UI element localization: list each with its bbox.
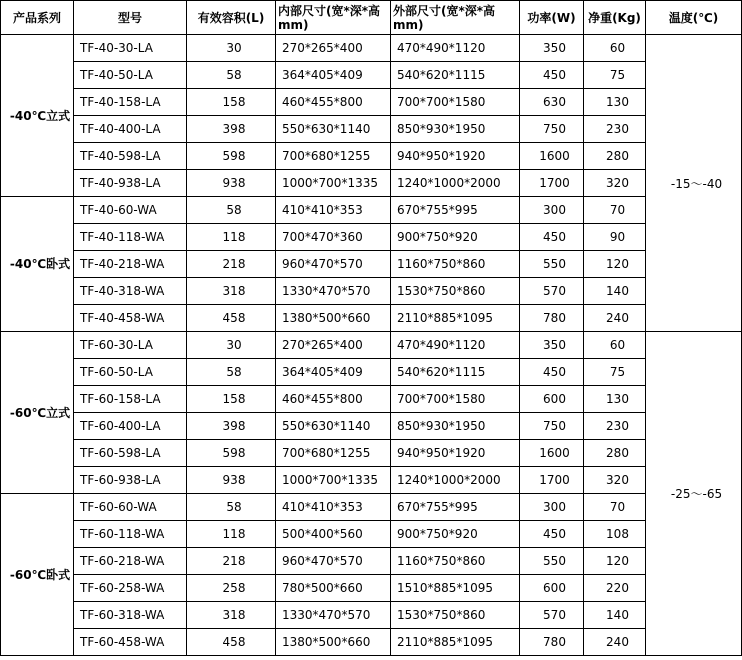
table-row	[1, 521, 742, 548]
outer-dim-cell: 1240*1000*2000	[391, 170, 520, 197]
model-cell: TF-40-118-WA	[74, 224, 187, 251]
volume-cell: 58	[187, 62, 276, 89]
outer-dim-cell: 670*755*995	[391, 494, 520, 521]
weight-cell: 130	[584, 89, 646, 116]
power-cell: 300	[520, 494, 584, 521]
weight-cell: 90	[584, 224, 646, 251]
outer-dim-cell: 1530*750*860	[391, 602, 520, 629]
series-cell: -60℃卧式	[1, 494, 74, 656]
weight-cell: 75	[584, 359, 646, 386]
outer-dim-cell: 1510*885*1095	[391, 575, 520, 602]
inner-dim-cell: 960*470*570	[276, 251, 391, 278]
weight-cell: 60	[584, 332, 646, 359]
weight-cell: 140	[584, 278, 646, 305]
outer-dim-cell: 1240*1000*2000	[391, 467, 520, 494]
weight-cell: 108	[584, 521, 646, 548]
inner-dim-cell: 1330*470*570	[276, 278, 391, 305]
series-cell: -40℃立式	[1, 35, 74, 197]
table-row	[1, 62, 742, 89]
outer-dim-cell: 1160*750*860	[391, 548, 520, 575]
weight-cell: 60	[584, 35, 646, 62]
model-cell: TF-60-218-WA	[74, 548, 187, 575]
volume-cell: 598	[187, 440, 276, 467]
outer-dim-cell: 540*620*1115	[391, 62, 520, 89]
weight-cell: 230	[584, 413, 646, 440]
power-cell: 1700	[520, 170, 584, 197]
inner-dim-cell: 780*500*660	[276, 575, 391, 602]
inner-dim-cell: 270*265*400	[276, 35, 391, 62]
weight-cell: 220	[584, 575, 646, 602]
inner-dim-cell: 460*455*800	[276, 89, 391, 116]
model-cell: TF-60-258-WA	[74, 575, 187, 602]
table-row	[1, 251, 742, 278]
model-cell: TF-60-400-LA	[74, 413, 187, 440]
outer-dim-cell: 670*755*995	[391, 197, 520, 224]
power-cell: 780	[520, 629, 584, 656]
model-cell: TF-40-50-LA	[74, 62, 187, 89]
model-cell: TF-40-60-WA	[74, 197, 187, 224]
header-model: 型号	[74, 1, 187, 35]
series-cell: -40℃卧式	[1, 197, 74, 332]
outer-dim-cell: 1530*750*860	[391, 278, 520, 305]
table-row	[1, 359, 742, 386]
power-cell: 550	[520, 251, 584, 278]
weight-cell: 320	[584, 467, 646, 494]
inner-dim-cell: 700*680*1255	[276, 440, 391, 467]
table-row	[1, 494, 742, 521]
table-row	[1, 467, 742, 494]
header-power: 功率(W)	[520, 1, 584, 35]
volume-cell: 938	[187, 467, 276, 494]
inner-dim-cell: 500*400*560	[276, 521, 391, 548]
outer-dim-cell: 900*750*920	[391, 521, 520, 548]
outer-dim-cell: 940*950*1920	[391, 440, 520, 467]
outer-dim-cell: 470*490*1120	[391, 332, 520, 359]
power-cell: 1700	[520, 467, 584, 494]
power-cell: 450	[520, 62, 584, 89]
volume-cell: 938	[187, 170, 276, 197]
table-row	[1, 602, 742, 629]
model-cell: TF-40-400-LA	[74, 116, 187, 143]
table-row	[1, 332, 742, 359]
inner-dim-cell: 550*630*1140	[276, 413, 391, 440]
volume-cell: 398	[187, 413, 276, 440]
weight-cell: 280	[584, 440, 646, 467]
table-row	[1, 629, 742, 656]
header-inner-dimensions: 内部尺寸(宽*深*高 mm)	[276, 1, 391, 35]
power-cell: 550	[520, 548, 584, 575]
outer-dim-cell: 700*700*1580	[391, 89, 520, 116]
inner-dim-cell: 960*470*570	[276, 548, 391, 575]
inner-dim-cell: 700*680*1255	[276, 143, 391, 170]
weight-cell: 240	[584, 305, 646, 332]
volume-cell: 458	[187, 629, 276, 656]
table-row	[1, 575, 742, 602]
outer-dim-cell: 470*490*1120	[391, 35, 520, 62]
power-cell: 1600	[520, 440, 584, 467]
weight-cell: 230	[584, 116, 646, 143]
power-cell: 600	[520, 386, 584, 413]
model-cell: TF-40-158-LA	[74, 89, 187, 116]
power-cell: 300	[520, 197, 584, 224]
volume-cell: 30	[187, 35, 276, 62]
weight-cell: 130	[584, 386, 646, 413]
table-row	[1, 143, 742, 170]
weight-cell: 70	[584, 197, 646, 224]
inner-dim-cell: 700*470*360	[276, 224, 391, 251]
outer-dim-cell: 850*930*1950	[391, 413, 520, 440]
inner-dim-cell: 410*410*353	[276, 494, 391, 521]
table-row	[1, 224, 742, 251]
header-net-weight: 净重(Kg)	[584, 1, 646, 35]
volume-cell: 158	[187, 386, 276, 413]
table-row	[1, 386, 742, 413]
outer-dim-cell: 1160*750*860	[391, 251, 520, 278]
header-volume: 有效容积(L)	[187, 1, 276, 35]
power-cell: 1600	[520, 143, 584, 170]
volume-cell: 118	[187, 521, 276, 548]
weight-cell: 75	[584, 62, 646, 89]
inner-dim-cell: 270*265*400	[276, 332, 391, 359]
weight-cell: 70	[584, 494, 646, 521]
volume-cell: 118	[187, 224, 276, 251]
weight-cell: 120	[584, 548, 646, 575]
model-cell: TF-40-598-LA	[74, 143, 187, 170]
model-cell: TF-40-458-WA	[74, 305, 187, 332]
model-cell: TF-60-118-WA	[74, 521, 187, 548]
inner-dim-cell: 364*405*409	[276, 359, 391, 386]
table-row	[1, 305, 742, 332]
inner-dim-cell: 1380*500*660	[276, 305, 391, 332]
power-cell: 780	[520, 305, 584, 332]
volume-cell: 158	[187, 89, 276, 116]
table-row	[1, 116, 742, 143]
power-cell: 570	[520, 278, 584, 305]
inner-dim-cell: 1000*700*1335	[276, 467, 391, 494]
weight-cell: 140	[584, 602, 646, 629]
power-cell: 450	[520, 224, 584, 251]
header-outer-dimensions: 外部尺寸(宽*深*高 mm)	[391, 1, 520, 35]
inner-dim-cell: 364*405*409	[276, 62, 391, 89]
model-cell: TF-40-218-WA	[74, 251, 187, 278]
model-cell: TF-60-318-WA	[74, 602, 187, 629]
model-cell: TF-60-60-WA	[74, 494, 187, 521]
power-cell: 450	[520, 521, 584, 548]
power-cell: 630	[520, 89, 584, 116]
power-cell: 750	[520, 413, 584, 440]
header-temperature: 温度(℃)	[646, 1, 742, 35]
outer-dim-cell: 900*750*920	[391, 224, 520, 251]
model-cell: TF-40-30-LA	[74, 35, 187, 62]
table-row	[1, 413, 742, 440]
weight-cell: 320	[584, 170, 646, 197]
table-row	[1, 440, 742, 467]
inner-dim-cell: 460*455*800	[276, 386, 391, 413]
outer-dim-cell: 2110*885*1095	[391, 305, 520, 332]
volume-cell: 58	[187, 494, 276, 521]
volume-cell: 598	[187, 143, 276, 170]
volume-cell: 58	[187, 197, 276, 224]
power-cell: 450	[520, 359, 584, 386]
outer-dim-cell: 850*930*1950	[391, 116, 520, 143]
inner-dim-cell: 1380*500*660	[276, 629, 391, 656]
volume-cell: 218	[187, 548, 276, 575]
model-cell: TF-60-458-WA	[74, 629, 187, 656]
outer-dim-cell: 2110*885*1095	[391, 629, 520, 656]
table-row	[1, 548, 742, 575]
model-cell: TF-60-598-LA	[74, 440, 187, 467]
outer-dim-cell: 940*950*1920	[391, 143, 520, 170]
power-cell: 600	[520, 575, 584, 602]
volume-cell: 458	[187, 305, 276, 332]
header-series: 产品系列	[1, 1, 74, 35]
volume-cell: 258	[187, 575, 276, 602]
table-row	[1, 170, 742, 197]
weight-cell: 280	[584, 143, 646, 170]
table-row	[1, 89, 742, 116]
volume-cell: 318	[187, 278, 276, 305]
volume-cell: 30	[187, 332, 276, 359]
model-cell: TF-60-50-LA	[74, 359, 187, 386]
power-cell: 570	[520, 602, 584, 629]
power-cell: 350	[520, 35, 584, 62]
volume-cell: 218	[187, 251, 276, 278]
table-row	[1, 35, 742, 62]
outer-dim-cell: 700*700*1580	[391, 386, 520, 413]
table-row	[1, 197, 742, 224]
power-cell: 350	[520, 332, 584, 359]
temperature-range-cell: -25～-65	[646, 332, 742, 656]
power-cell: 750	[520, 116, 584, 143]
inner-dim-cell: 410*410*353	[276, 197, 391, 224]
header-row	[1, 1, 742, 35]
inner-dim-cell: 1330*470*570	[276, 602, 391, 629]
series-cell: -60℃立式	[1, 332, 74, 494]
volume-cell: 398	[187, 116, 276, 143]
model-cell: TF-40-938-LA	[74, 170, 187, 197]
model-cell: TF-40-318-WA	[74, 278, 187, 305]
model-cell: TF-60-30-LA	[74, 332, 187, 359]
model-cell: TF-60-938-LA	[74, 467, 187, 494]
volume-cell: 58	[187, 359, 276, 386]
weight-cell: 120	[584, 251, 646, 278]
temperature-range-cell: -15～-40	[646, 35, 742, 332]
inner-dim-cell: 550*630*1140	[276, 116, 391, 143]
table-row	[1, 278, 742, 305]
table-body	[1, 35, 742, 656]
weight-cell: 240	[584, 629, 646, 656]
volume-cell: 318	[187, 602, 276, 629]
outer-dim-cell: 540*620*1115	[391, 359, 520, 386]
inner-dim-cell: 1000*700*1335	[276, 170, 391, 197]
model-cell: TF-60-158-LA	[74, 386, 187, 413]
